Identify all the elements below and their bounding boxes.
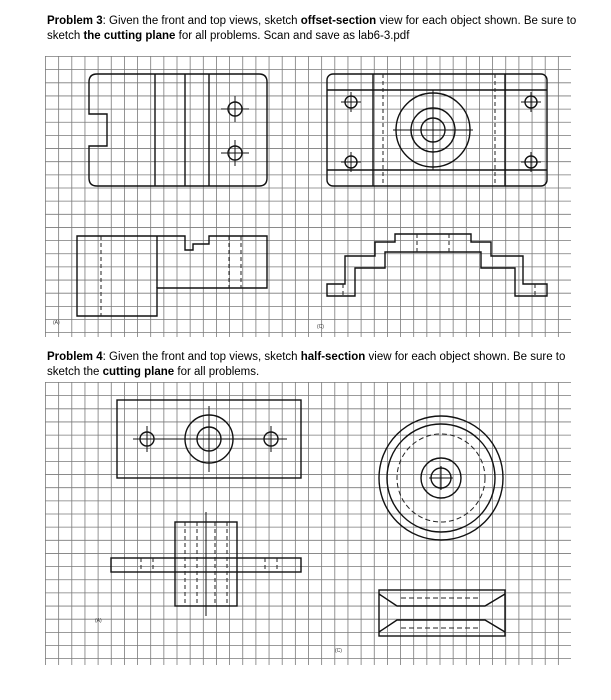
problem-3-object-c xyxy=(327,74,547,296)
problem-3-instructions xyxy=(47,14,587,44)
object-c-front-outline xyxy=(327,234,547,296)
problem-4-text-3: view for each object shown. Be sure to sketch the xyxy=(47,351,566,378)
problem-4-instructions xyxy=(47,350,587,380)
problem-3-hidden-a xyxy=(101,236,241,316)
problem-4-drawings xyxy=(45,382,571,665)
problem-3-text-1: : Given the front and top views, sketch xyxy=(102,15,301,27)
problem-3-text-2: offset-section xyxy=(300,15,377,27)
problem-4-text-1: : Given the front and top views, sketch xyxy=(102,351,301,363)
problem-4-gridlines xyxy=(45,382,571,665)
problem-3-drawings xyxy=(45,56,571,337)
problem-4-hidden-c xyxy=(397,434,485,628)
problem-3-centerlines-c xyxy=(341,90,541,172)
problem-3-label-c: (C) xyxy=(317,324,324,330)
object-c4-front-outline xyxy=(379,590,505,636)
problem-3-text-5: for all problems. Scan and save as lab6-3.pdf xyxy=(175,30,410,42)
problem-3-grid xyxy=(45,56,571,337)
problem-3-gridlines xyxy=(45,56,571,337)
problem-4-label: Problem 4 xyxy=(47,351,103,363)
object-a-front-outline xyxy=(77,236,267,316)
problem-4-text-2: half-section xyxy=(300,351,366,363)
problem-4-object-c xyxy=(379,416,505,636)
problem-3-text-4: the cutting plane xyxy=(83,30,176,42)
problem-4-text-5: for all problems. xyxy=(174,366,260,378)
problem-4-label-a: (A) xyxy=(95,618,102,624)
object-c4-front-groove xyxy=(379,594,505,632)
problem-4-centerlines-c xyxy=(429,466,453,490)
problem-4-grid xyxy=(45,382,571,665)
problem-4-text-4: cutting plane xyxy=(102,366,175,378)
problem-3-text-3: view for each object shown. Be sure to sketch xyxy=(47,15,577,42)
problem-4-label-c: (C) xyxy=(335,648,342,654)
problem-4-hidden-a xyxy=(141,522,277,606)
problem-3-label-a: (A) xyxy=(53,320,60,326)
problem-3-label: Problem 3 xyxy=(47,15,103,27)
object-a-top-outline xyxy=(89,74,267,186)
problem-3-hidden-c xyxy=(343,74,535,296)
problem-3-centerlines-a xyxy=(221,96,249,166)
